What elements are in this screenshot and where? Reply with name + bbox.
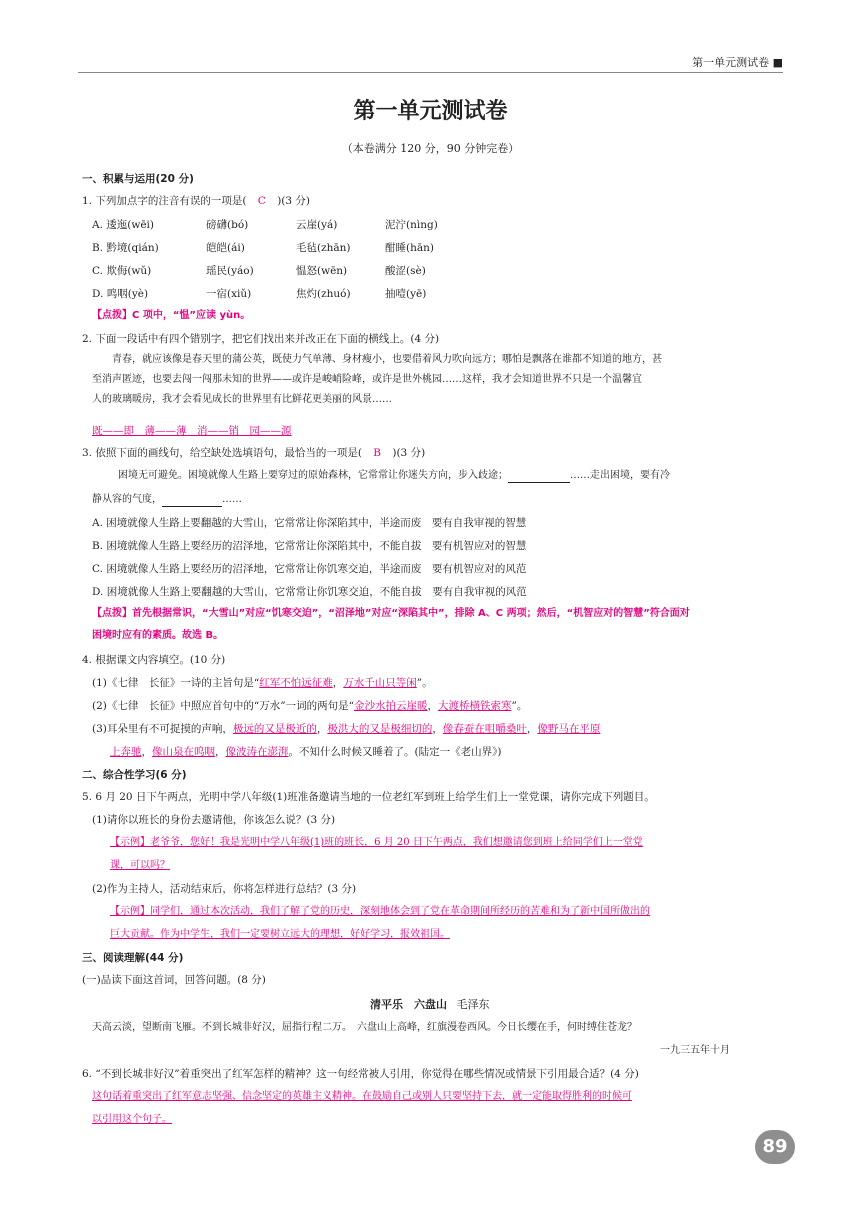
page-subtitle: （本卷满分 120 分，90 分钟完卷） xyxy=(341,142,520,155)
q1-b-1: B. 黔境(qián) xyxy=(92,242,159,254)
q3-option-a: A. 困境就像人生路上要翻越的大雪山，它常常让你深陷其中，半途而废 要有自我审视的智慧 xyxy=(92,517,527,529)
q4-1-text: (1)《七律 长征》一诗的主旨句是“ xyxy=(92,677,260,689)
q1-d-1: D. 鸣咽(yè) xyxy=(92,288,149,300)
q4-2-answer-a: 金沙水拍云崖暖 xyxy=(353,700,428,712)
q5-answer-2-line-2: 巨大贡献。作为中学生，我们一定要树立远大的理想，好好学习，报效祖国。 xyxy=(110,929,450,940)
q1-d-4: 抽噎(yē) xyxy=(385,288,427,300)
page-title: 第一单元测试卷 xyxy=(353,99,508,124)
reading-part-1-heading: (一)品读下面这首词，回答问题。(8 分) xyxy=(82,974,266,986)
q1-c-3: 愠怒(wēn) xyxy=(296,265,348,277)
q4-2-end: ”。 xyxy=(511,700,528,712)
q1-a-4: 泥泞(nìng) xyxy=(385,219,438,231)
q1-b-2: 皑皑(ái) xyxy=(206,242,245,254)
q3-passage-text-1: 困境无可避免。困境就像人生路上要穿过的原始森林，它常常让你迷失方向，步入歧途； xyxy=(118,470,508,481)
q3-option-c: C. 困境就像人生路上要经历的沼泽地，它常常让你饥寒交迫，半途而废 要有机智应对的风范 xyxy=(92,563,527,575)
q5-stem: 5. 6 月 20 日下午两点，光明中学八年级(1)班准备邀请当地的一位老红军到班上给学生们上一堂党课，请你完成下列题目。 xyxy=(82,791,655,803)
q4-3-sep-d: ， xyxy=(141,746,152,758)
q1-d-2: 一宿(xiǔ) xyxy=(206,288,252,300)
q1-tip: 【点拨】C 项中，“愠”应读 yùn。 xyxy=(92,310,251,321)
q3-blank-1 xyxy=(508,471,570,483)
q4-3-answer-b: 极洪大的又是极细切的 xyxy=(327,723,433,735)
q4-3-answer-d: 像野马在平原 xyxy=(537,723,601,735)
q6-stem: 6. “不到长城非好汉”着重突出了红军怎样的精神？这一句经常被人引用，你觉得在哪些情况或情景下引用最合适？(4 分) xyxy=(82,1068,639,1080)
q1-d-3: 焦灼(zhuó) xyxy=(296,288,351,300)
q3-tip-line-1: 【点拨】首先根据常识，“大雪山”对应“饥寒交迫”，“沼泽地”对应“深陷其中”，排除 A、C 两项；然后，“机智应对的智慧”符合面对 xyxy=(92,608,690,619)
q1-c-2: 瑶民(yáo) xyxy=(206,265,254,277)
poem-body: 天高云淡，望断南飞雁。不到长城非好汉，屈指行程二万。 六盘山上高峰，红旗漫卷西风。今日长缨在手，何时缚住苍龙？ xyxy=(92,1022,637,1033)
q3-option-b: B. 困境就像人生路上要经历的沼泽地，它常常让你深陷其中，不能自拔 要有机智应对的智慧 xyxy=(92,540,527,552)
q6-answer-line-2: 以引用这个句子。 xyxy=(92,1114,172,1125)
running-header-title: 第一单元测试卷 ■ xyxy=(692,56,783,69)
q5-sub-2: (2)作为主持人，活动结束后，你将怎样进行总结？(3 分) xyxy=(92,883,357,895)
q3-points: )(3 分) xyxy=(392,447,426,459)
q4-stem: 4. 根据课文内容填空。(10 分) xyxy=(82,654,226,666)
page-number-badge: 89 xyxy=(755,1130,795,1164)
q4-2-sep: ， xyxy=(427,700,438,712)
q1-c-4: 酸涩(sè) xyxy=(385,265,426,277)
q2-passage xyxy=(92,350,777,410)
q4-item-3 xyxy=(92,722,600,736)
q3-answer: B xyxy=(373,447,382,459)
q1-points: )(3 分) xyxy=(277,195,310,207)
q4-3-text: (3)耳朵里有不可捉摸的声响， xyxy=(92,723,233,735)
q3-stem-text: 3. 依照下面的画线句，给空缺处选填语句，最恰当的一项是( xyxy=(82,447,362,459)
q4-2-text: (2)《七律 长征》中照应首句中的“万水”一词的两句是“ xyxy=(92,700,354,712)
poem-author: 毛泽东 xyxy=(456,998,490,1011)
q3-passage-text-3: 静从容的气度， xyxy=(92,494,162,505)
q1-stem xyxy=(82,194,310,208)
q1-b-3: 毛毡(zhān) xyxy=(296,242,351,254)
q3-passage-line-1 xyxy=(118,469,670,483)
q6-answer-line-1: 这句话着重突出了红军意志坚强、信念坚定的英雄主义精神。在鼓励自己或别人只要坚持下去，就一定能取得胜利的时候可 xyxy=(92,1091,632,1102)
q2-stem: 2. 下面一段话中有四个错别字，把它们找出来并改正在下面的横线上。(4 分) xyxy=(82,333,440,345)
q1-answer: C xyxy=(257,195,266,207)
q4-3-answer-e: 像山泉在呜咽 xyxy=(152,746,215,758)
q5-answer-1-line-2: 课，可以吗？ xyxy=(110,860,170,871)
poem-title-line xyxy=(370,998,490,1012)
q5-sub-1: (1)请你以班长的身份去邀请他，你该怎么说？(3 分) xyxy=(92,814,336,826)
q1-b-4: 酣睡(hān) xyxy=(385,242,434,254)
q3-blank-2 xyxy=(162,495,222,507)
q3-passage-line-2: 静从容的气度， …… xyxy=(92,494,242,505)
q4-2-answer-b: 大渡桥横铁索寒 xyxy=(437,700,512,712)
q3-option-d: D. 困境就像人生路上要翻越的大雪山，它常常让你饥寒交迫，不能自拔 要有自我审视的风范 xyxy=(92,586,527,598)
q2-line-1: 青春，就应该像是春天里的蒲公英，既使力气单薄、身材瘦小，也要借着风力吹向远方；哪怕是飘落在谁都不知道的地方，甚 xyxy=(112,354,662,365)
q4-1-end: ”。 xyxy=(416,677,433,689)
section-1-heading: 一、积累与运用(20 分) xyxy=(82,173,194,185)
poem-date: 一九三五年十月 xyxy=(660,1045,730,1056)
q1-stem-text: 1. 下列加点字的注音有误的一项是( xyxy=(82,195,247,207)
q4-3-answer-c: 像春蚕在咀嚼桑叶 xyxy=(442,723,527,735)
q4-3-sep-c: ， xyxy=(526,723,538,735)
q4-1-sep: ， xyxy=(332,677,344,689)
q1-a-3: 云崖(yá) xyxy=(296,219,338,231)
section-2-heading: 二、综合性学习(6 分) xyxy=(82,769,187,781)
q3-passage-text-2: ……走出困境，要有冷 xyxy=(570,470,670,481)
running-header xyxy=(78,52,783,73)
q4-3-answer-d-cont: 上奔驰 xyxy=(110,746,142,758)
q3-stem xyxy=(82,446,425,460)
section-3-heading: 三、阅读理解(44 分) xyxy=(82,952,184,964)
q1-a-1: A. 逶迤(wēi) xyxy=(92,219,155,231)
q4-1-answer-b: 万水千山只等闲 xyxy=(343,677,417,689)
q4-3-sep-a: ， xyxy=(316,723,328,735)
q4-3-answer-a: 极远的又是极近的 xyxy=(232,723,317,735)
q2-line-2: 至消声匿迹，也要去闯一闯那未知的世界——或许是峻峭险峰，或许是世外桃园……这样，我才会知道世界不只是一个温馨宜 xyxy=(92,374,642,385)
q2-line-3: 人的玻璃暖房，我才会看见成长的世界里有比鲜花更美丽的风景…… xyxy=(92,394,392,405)
poem-title: 清平乐 六盘山 xyxy=(370,998,447,1011)
q1-c-1: C. 欺侮(wǔ) xyxy=(92,265,152,277)
q4-1-answer-a: 红军不怕远征难 xyxy=(259,677,333,689)
q4-item-3-cont xyxy=(110,745,501,759)
q3-tip-line-2: 困境时应有的素质。故选 B。 xyxy=(92,630,224,641)
q5-answer-1-line-1: 【示例】老爷爷，您好！我是光明中学八年级(1)班的班长，6 月 20 日下午两点，我们想邀请您到班上给同学们上一堂党 xyxy=(110,837,643,848)
q4-item-1 xyxy=(92,676,433,690)
q4-3-end: 。不知什么时候又睡着了。(陆定一《老山界》) xyxy=(288,746,502,758)
q4-3-answer-f: 像波涛在澎湃 xyxy=(225,746,289,758)
q4-3-sep-e: ， xyxy=(215,746,226,758)
q4-item-2 xyxy=(92,699,527,713)
q5-answer-2-line-1: 【示例】同学们，通过本次活动，我们了解了党的历史，深刻地体会到了党在革命期间所经历的苦难和为了新中国所做出的 xyxy=(110,906,650,917)
q2-answer: 既——即 薄——薄 消——销 园——源 xyxy=(92,425,292,437)
q1-a-2: 磅礴(bó) xyxy=(206,219,249,231)
q4-3-sep-b: ， xyxy=(432,723,443,735)
